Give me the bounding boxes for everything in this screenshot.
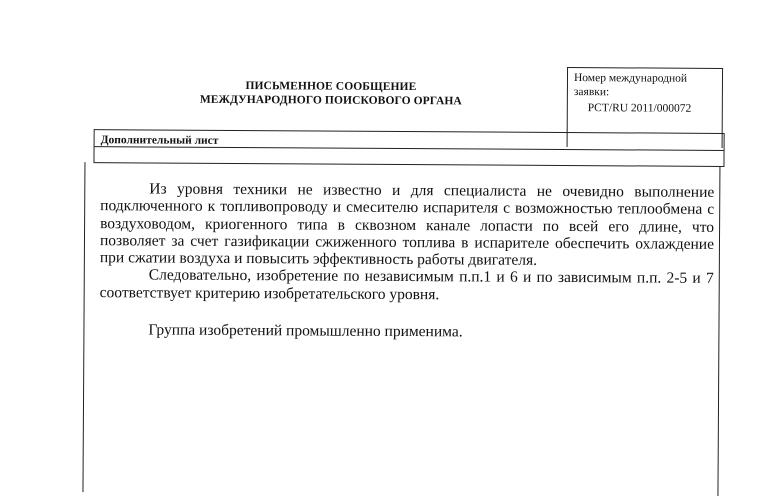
paragraph-inventive-step-conclusion: Следовательно, изобретение по независимым п.п.1 и 6 и по зависимым п.п. 2-5 и 7 соответствует критерию изобретательского уровня.	[99, 266, 714, 304]
body-text	[99, 180, 714, 342]
title-line-1: ПИСЬМЕННОЕ СООБЩЕНИЕ	[245, 80, 417, 94]
application-number-value: PCT/RU 2011/000072	[587, 102, 692, 115]
supplemental-sheet-label: Дополнительный лист	[100, 134, 219, 147]
header-divider	[95, 146, 724, 151]
paragraph-inventive-step-basis: Из уровня техники не известно и для специалиста не очевидно выполнение подключенного к топливопроводу и смесителю испарителя с возможностью теплообмена с воздуховодом, криогенного типа в сквозном канале лопасти по всей его длине, что позволяет за счет газификации сжиженного топлива в испарителе обеспечить охлаждение при сжатии воздуха и повысить эффективность работы двигателя.	[99, 180, 715, 270]
paragraph-industrial-applicability: Группа изобретений промышленно применима.	[148, 321, 463, 341]
application-number-label: Номер международной заявки:	[573, 72, 688, 99]
title-line-2: МЕЖДУНАРОДНОГО ПОИСКОВОГО ОРГАНА	[199, 93, 462, 108]
document-title	[181, 79, 481, 109]
supplemental-sheet-header	[93, 129, 724, 167]
